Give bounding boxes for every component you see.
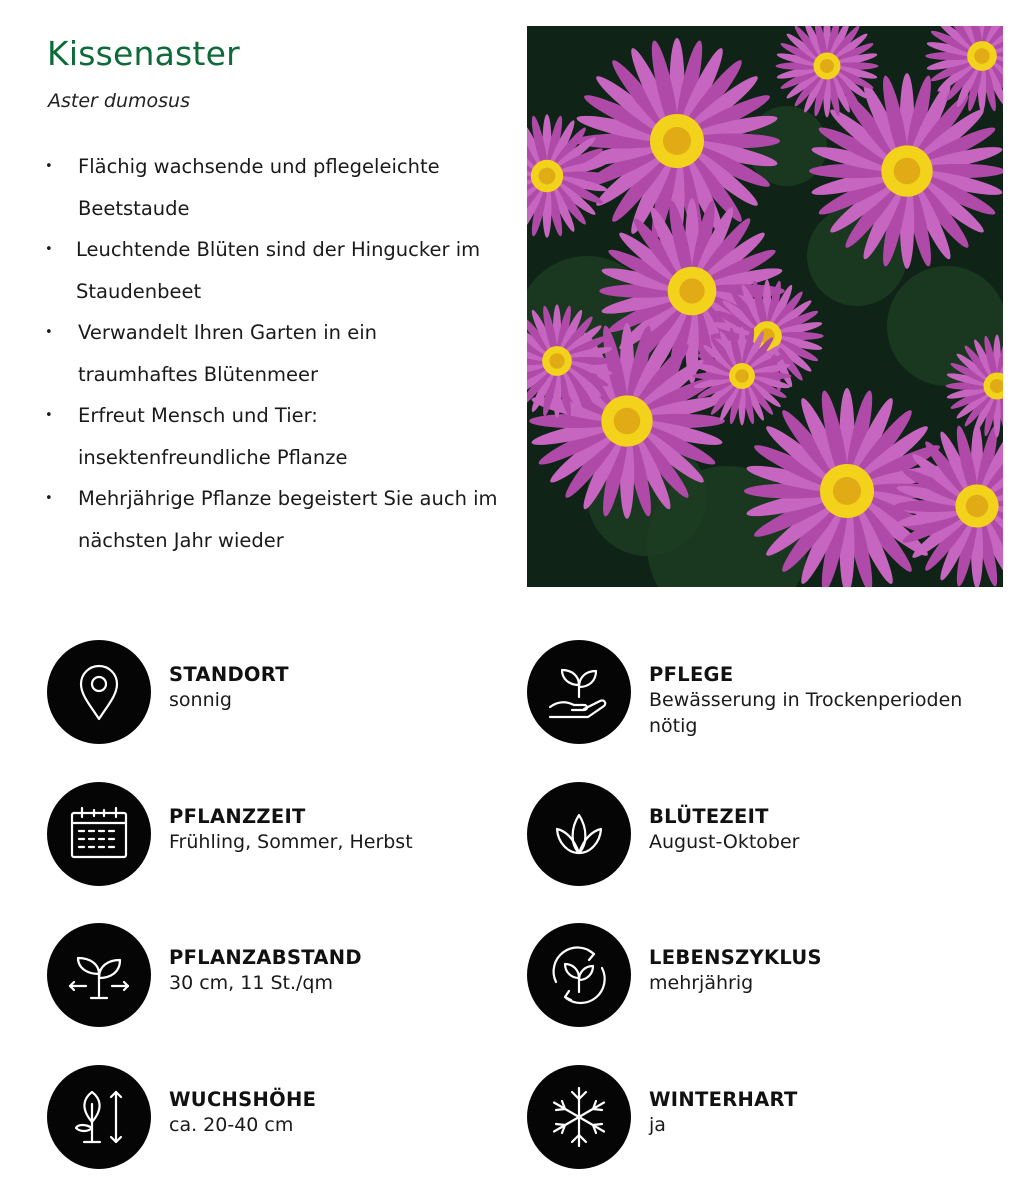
fact-value: Frühling, Sommer, Herbst bbox=[169, 831, 413, 853]
fact-label: PFLEGE bbox=[649, 663, 734, 686]
fact-label: BLÜTEZEIT bbox=[649, 805, 769, 828]
fact-standort bbox=[47, 640, 509, 744]
fact-value: ja bbox=[649, 1114, 666, 1136]
aster-flowers-illustration bbox=[527, 26, 1003, 587]
fact-label: WINTERHART bbox=[649, 1088, 798, 1111]
fact-value: Bewässerung in Trockenperioden nötig bbox=[649, 689, 963, 737]
fact-bluetezeit bbox=[527, 782, 989, 886]
snowflake-icon bbox=[527, 1065, 631, 1169]
fact-wuchshoehe bbox=[47, 1065, 509, 1169]
feature-item: • Mehrjährige Pflanze begeistert Sie auch im nächsten Jahr wieder bbox=[40, 478, 500, 561]
lifecycle-plant-icon bbox=[527, 923, 631, 1027]
lotus-flower-icon bbox=[527, 782, 631, 886]
feature-item: • Flächig wachsende und pflegeleichte Beetstaude bbox=[40, 146, 500, 229]
fact-label: STANDORT bbox=[169, 663, 289, 686]
botanical-name: Aster dumosus bbox=[48, 90, 190, 112]
fact-pflanzzeit bbox=[47, 782, 509, 886]
location-pin-icon bbox=[47, 640, 151, 744]
tree-height-icon bbox=[47, 1065, 151, 1169]
plant-spacing-icon bbox=[47, 923, 151, 1027]
fact-value: August-Oktober bbox=[649, 831, 800, 853]
product-photo bbox=[527, 26, 1003, 587]
fact-label: LEBENSZYKLUS bbox=[649, 946, 822, 969]
feature-item: • Verwandelt Ihren Garten in ein traumhaftes Blütenmeer bbox=[40, 312, 500, 395]
fact-label: PFLANZABSTAND bbox=[169, 946, 362, 969]
product-title: Kissenaster bbox=[47, 34, 240, 73]
fact-lebenszyklus bbox=[527, 923, 989, 1027]
fact-value: mehrjährig bbox=[649, 972, 754, 994]
fact-pflanzabstand bbox=[47, 923, 509, 1027]
fact-label: PFLANZZEIT bbox=[169, 805, 306, 828]
feature-list bbox=[40, 146, 500, 561]
fact-value: sonnig bbox=[169, 689, 232, 711]
calendar-icon bbox=[47, 782, 151, 886]
feature-item: • Erfreut Mensch und Tier: insektenfreundliche Pflanze bbox=[40, 395, 500, 478]
fact-value: 30 cm, 11 St./qm bbox=[169, 972, 333, 994]
feature-item: • Leuchtende Blüten sind der Hingucker im Staudenbeet bbox=[40, 229, 500, 312]
hand-seedling-icon bbox=[527, 640, 631, 744]
fact-pflege bbox=[527, 640, 989, 744]
fact-winterhart bbox=[527, 1065, 989, 1169]
fact-value: ca. 20-40 cm bbox=[169, 1114, 294, 1136]
fact-label: WUCHSHÖHE bbox=[169, 1088, 317, 1111]
